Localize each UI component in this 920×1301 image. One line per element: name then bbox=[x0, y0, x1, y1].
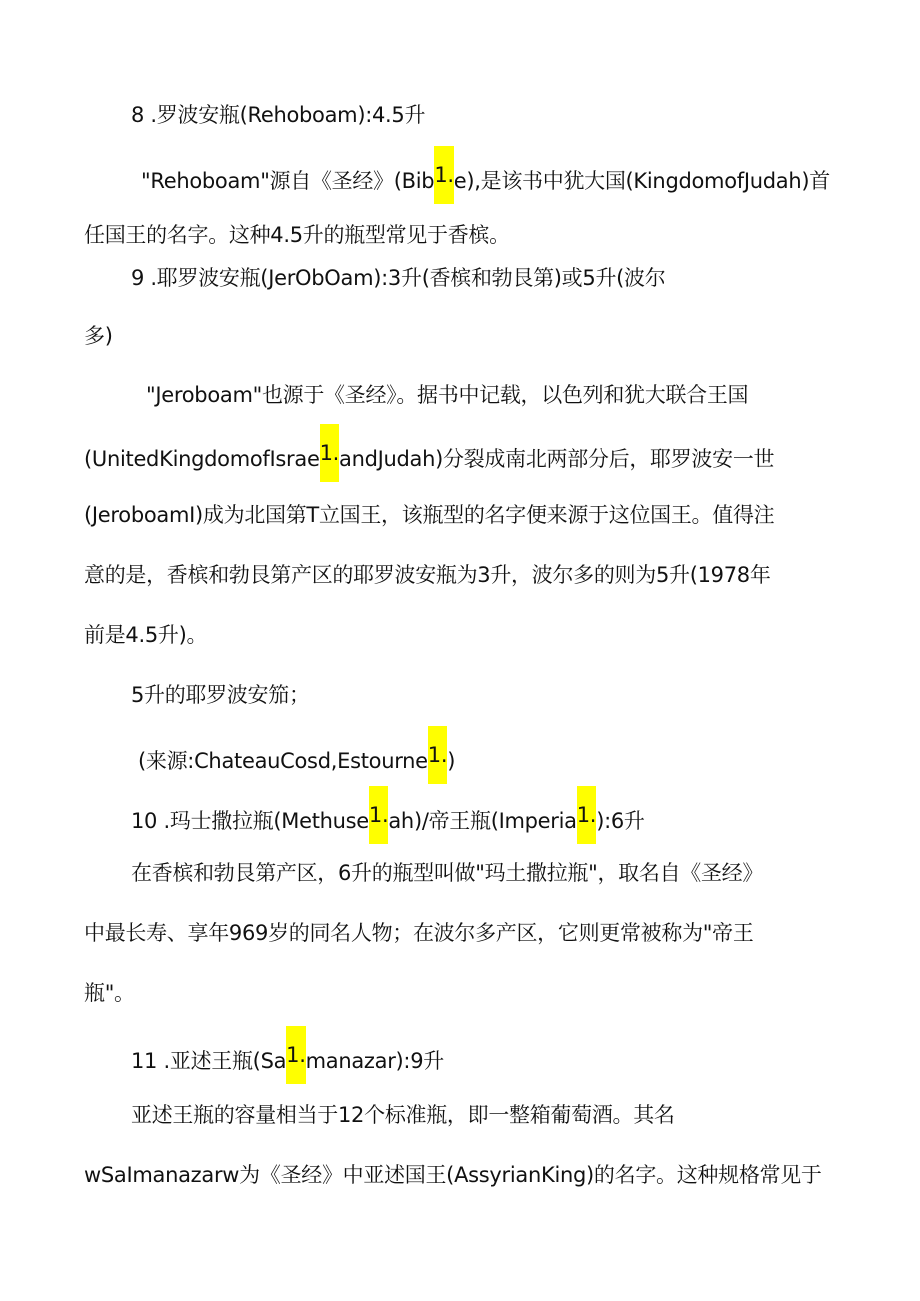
text-run: "Jeroboam"也源于《圣经》。据书中记载，以色列和犹大联合王国 bbox=[146, 383, 749, 407]
heading-text: manazar):9升 bbox=[305, 1049, 444, 1073]
highlight-mark: 1. bbox=[286, 1026, 305, 1084]
text-run: 亚述王瓶的容量相当于12个标准瓶，即一整箱葡萄酒。其名 bbox=[131, 1103, 675, 1127]
heading-rehoboam bbox=[131, 100, 425, 130]
highlight-mark: 1. bbox=[428, 726, 447, 784]
highlight-mark: 1. bbox=[320, 424, 339, 482]
text-run: andJudah)分裂成南北两部分后，耶罗波安一世 bbox=[339, 447, 775, 471]
text-run: 任国王的名字。这种4.5升的瓶型常见于香槟。 bbox=[84, 223, 510, 247]
paragraph-line bbox=[131, 858, 763, 888]
text-run: (JeroboamI)成为北国第T立国王，该瓶型的名字便来源于这位国王。值得注 bbox=[84, 503, 775, 527]
paragraph-line bbox=[84, 500, 774, 530]
paragraph-line bbox=[84, 438, 774, 482]
highlight-mark: 1. bbox=[434, 146, 453, 204]
heading-jeroboam bbox=[131, 263, 665, 293]
paragraph-line bbox=[84, 978, 135, 1008]
image-caption bbox=[131, 680, 310, 710]
heading-text: 8 .罗波安瓶(Rehoboam):4.5升 bbox=[131, 103, 426, 127]
heading-continuation bbox=[84, 321, 113, 351]
heading-salmanazar bbox=[131, 1040, 444, 1084]
paragraph-line bbox=[141, 160, 830, 204]
paragraph-line bbox=[84, 918, 754, 948]
text-run: wSaImanazarw为《圣经》中亚述国王(AssyrianKing)的名字。这种规格常见于 bbox=[84, 1163, 822, 1187]
paragraph-line bbox=[84, 560, 771, 590]
heading-text: ):6升 bbox=[596, 809, 645, 833]
caption-text: 5升的耶罗波安笳； bbox=[131, 683, 310, 707]
highlight-mark: 1. bbox=[369, 786, 388, 844]
text-run: 前是4.5升)。 bbox=[84, 623, 208, 647]
heading-methuselah bbox=[131, 800, 645, 844]
text-run: "Rehoboam"源自《圣经》(Bib bbox=[141, 169, 435, 193]
heading-text: 11 .亚述王瓶(Sa bbox=[131, 1049, 287, 1073]
text-run: 意的是，香槟和勃艮第产区的耶罗波安瓶为3升，波尔多的则为5升(1978年 bbox=[84, 563, 771, 587]
heading-text: 10 .玛士撒拉瓶(Methuse bbox=[131, 809, 369, 833]
text-run: 多) bbox=[84, 324, 113, 348]
text-run: 中最长寿、享年969岁的同名人物；在波尔多产区，它则更常被称为"帝王 bbox=[84, 921, 754, 945]
paragraph-line bbox=[146, 380, 748, 410]
text-run: 瓶"。 bbox=[84, 981, 135, 1005]
paragraph-line bbox=[84, 620, 207, 650]
heading-text: 9 .耶罗波安瓶(JerObOam):3升(香槟和勃艮第)或5升(波尔 bbox=[131, 266, 666, 290]
text-run: 在香槟和勃艮第产区，6升的瓶型叫做"玛土撒拉瓶"，取名自《圣经》 bbox=[131, 861, 764, 885]
paragraph-line bbox=[131, 1100, 675, 1130]
text-run: (来源:ChateauCosd,Estourne bbox=[138, 749, 428, 773]
text-run: ) bbox=[447, 749, 456, 773]
paragraph-line bbox=[84, 220, 510, 250]
text-run: e),是该书中犹大国(KingdomofJudah)首 bbox=[453, 169, 830, 193]
image-source bbox=[138, 740, 455, 784]
paragraph-line bbox=[84, 1160, 822, 1190]
highlight-mark: 1. bbox=[577, 786, 596, 844]
text-run: (UnitedKingdomofIsrae bbox=[84, 447, 320, 471]
heading-text: ah)/帝王瓶(Imperia bbox=[388, 809, 577, 833]
